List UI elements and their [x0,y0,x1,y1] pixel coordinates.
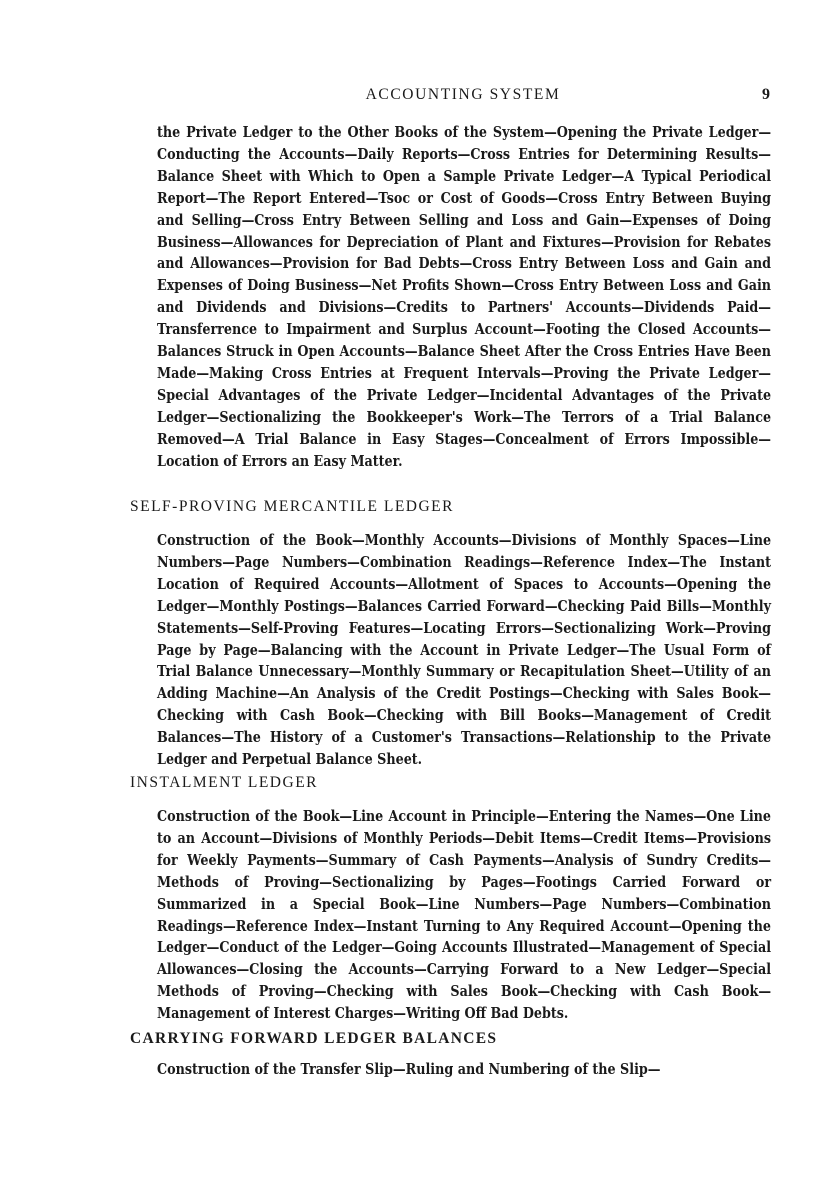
section-text-carrying-forward-ledger-balances: Construction of the Transfer Slip—Ruling and Numbering of the Slip— [157,1061,661,1078]
section-text-self-proving-mercantile-ledger: Construction of the Book—Monthly Accounts—Divisions of Monthly Spaces—Line Numbers—Page Numbers—Combination Readings—Reference Index—The Instant Location of Required Accounts—Allotment of Spaces to Accounts—Opening the Ledger—Monthly Postings—Balances Carried Forward—Checking Paid Bills—Monthly Statements—Self-Proving Features—Locating Errors—Sectionalizing Work—Proving Page by Page—Balancing with the Account in Private Ledger—The Usual Form of Trial Balance Unnecessary—Monthly Summary or Recapitulation Sheet—Utility of an Adding Machine—An Analysis of the Credit Postings—Checking with Sales Book—Checking with Cash Book—Checking with Bill Books—Management of Credit Balances—The History of a Customer's Transactions—Relationship to the Private Ledger and Perpetual Balance Sheet. [157,532,772,769]
page-number: 9 [762,86,770,103]
section-heading-instalment-ledger: INSTALMENT LEDGER [130,774,319,791]
section-text-instalment-ledger: Construction of the Book—Line Account in Principle—Entering the Names—One Line to an Account—Divisions of Monthly Periods—Debit Items—Credit Items—Provisions for Weekly Payments—Summary of Cash Payments—Analysis of Sundry Credits—Methods of Proving—Sectionalizing by Pages—Footings Carried Forward or Summarized in a Special Book—Line Numbers—Page Numbers—Combination Readings—Reference Index—Instant Turning to Any Required Account—Opening the Ledger—Conduct of the Ledger—Going Accounts Illustrated—Management of Special Allowances—Closing the Accounts—Carrying Forward to a New Ledger—Special Methods of Proving—Checking with Sales Book—Checking with Cash Book—Management of Interest Charges—Writing Off Bad Debts. [157,808,772,1023]
section-heading-carrying-forward-ledger-balances: CARRYING FORWARD LEDGER BALANCES [130,1030,498,1047]
page-header [156,86,770,108]
section-heading-self-proving-mercantile-ledger: SELF-PROVING MERCANTILE LEDGER [130,498,454,515]
section-continued-text: the Private Ledger to the Other Books of the System—Opening the Private Ledger—Conducting the Accounts—Daily Reports—Cross Entries for Determining Results—Balance Sheet with Which to Open a Sample Private Ledger—A Typical Periodical Report—The Report Entered—Tsoc or Cost of Goods—Cross Entry Between Buying and Selling—Cross Entry Between Selling and Loss and Gain—Expenses of Doing Business—Allowances for Depreciation of Plant and Fixtures—Provision for Rebates and Allowances—Provision for Bad Debts—Cross Entry Between Loss and Gain and Expenses of Doing Business—Net Profits Shown—Cross Entry Between Loss and Gain and Dividends and Divisions—Credits to Partners' Accounts—Dividends Paid—Transferrence to Impairment and Surplus Account—Footing the Closed Accounts—Balances Struck in Open Accounts—Balance Sheet After the Cross Entries Have Been Made—Making Cross Entries at Frequent Intervals—Proving the Private Ledger—Special Advantages of the Private Ledger—Incidental Advantages of the Private Ledger—Sectionalizing the Bookkeeper's Work—The Terrors of a Trial Balance Removed—A Trial Balance in Easy Stages—Concealment of Errors Impossible—Location of Errors an Easy Matter. [157,124,772,470]
running-title: ACCOUNTING SYSTEM [365,86,561,103]
